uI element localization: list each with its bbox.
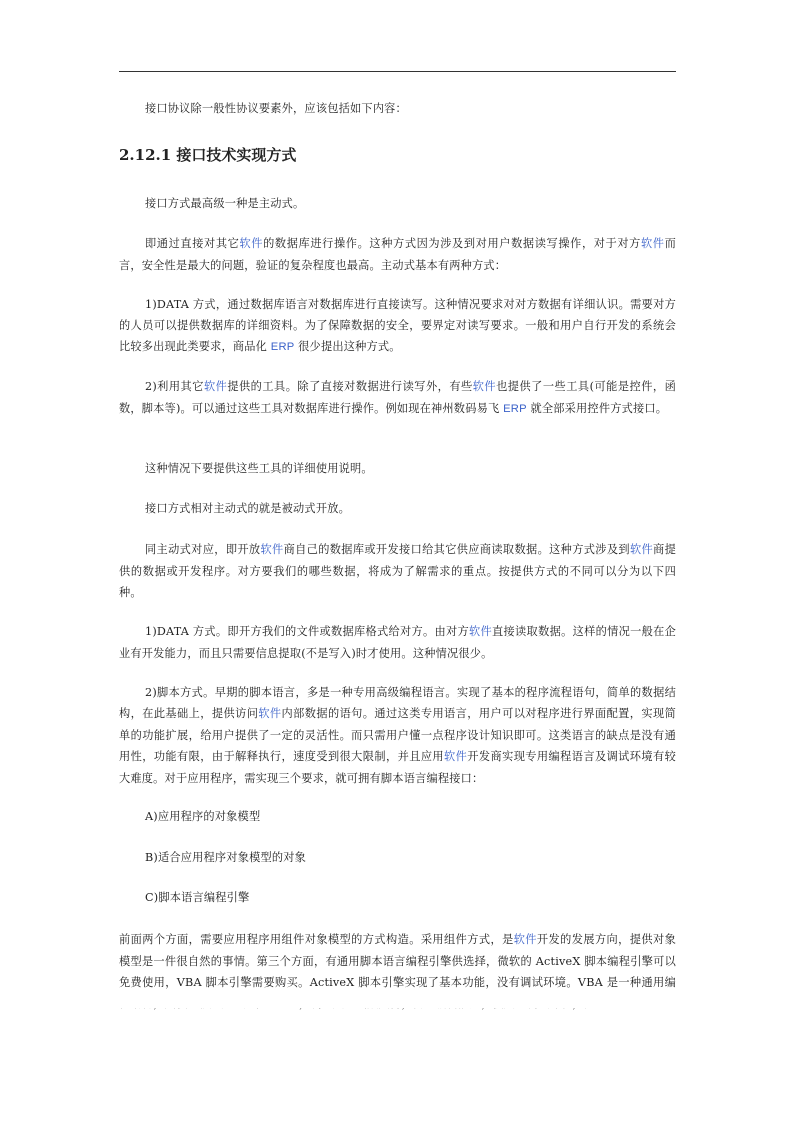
inline-link[interactable]: 软件 bbox=[258, 708, 282, 720]
document-body bbox=[119, 0, 676, 1000]
paragraph: 2)脚本方式。早期的脚本语言，多是一种专用高级编程语言。实现了基本的程序流程语句，简单的数据结构，在此基础上，提供访问软件内部数据的语句。通过这类专用语言，用户可以对程序进行界面配置，实现简单的功能扩展，给用户提供了一定的灵活性。而只需用户懂一点程序设计知识即可。这类语言的缺点是没有通用性，功能有限，由于解释执行，速度受到很大限制，并且应用软件开发商实现专用编程语言及调试环境有较大难度。对于应用程序，需实现三个要求，就可拥有脚本语言编程接口： bbox=[119, 686, 676, 785]
inline-link[interactable]: 软件 bbox=[444, 751, 468, 763]
list-item: B)适合应用程序对象模型的对象 bbox=[145, 851, 307, 864]
inline-link[interactable]: 软件 bbox=[513, 934, 537, 946]
paragraph: 同主动式对应，即开放软件商自己的数据库或开发接口给其它供应商读取数据。这种方式涉及到软件商提供的数据或开发程序。对方要我们的哪些数据，将成为了解需求的重点。按提供方式的不同可以分为以下四种。 bbox=[119, 543, 676, 599]
list-item: C)脚本语言编程引擎 bbox=[145, 891, 250, 904]
inline-link[interactable]: 软件 bbox=[629, 544, 654, 556]
inline-link[interactable]: 软件 bbox=[203, 381, 228, 393]
paragraph: 这种情况下要提供这些工具的详细使用说明。 bbox=[145, 462, 373, 475]
paragraph: 2)利用其它软件提供的工具。除了直接对数据进行读写外，有些软件也提供了一些工具(可能是控件，函数，脚本等)。可以通过这些工具对数据库进行操作。例如现在神州数码易飞 ERP 就全部采用控件方式接口。 bbox=[119, 380, 676, 415]
inline-link[interactable]: 软件 bbox=[641, 238, 665, 250]
section-heading: 2.12.1 接口技术实现方式 bbox=[119, 146, 297, 164]
paragraph: 接口方式最高级一种是主动式。 bbox=[145, 197, 305, 210]
inline-link[interactable]: 软件 bbox=[239, 238, 264, 250]
paragraph: 1)DATA 方式，通过数据库语言对数据库进行直接读写。这种情况要求对对方数据有详细认识。需要对方的人员可以提供数据库的详细资料。为了保障数据的安全，要界定对读写要求。一般和用户自行开发的系统会比较多出现此类要求，商品化 ERP 很少提出这种方式。 bbox=[119, 298, 676, 353]
paragraph: 接口方式相对主动式的就是被动式开放。 bbox=[145, 502, 350, 515]
page-cutoff bbox=[0, 994, 795, 1008]
inline-link[interactable]: ERP bbox=[503, 403, 527, 415]
inline-link[interactable]: 软件 bbox=[260, 544, 284, 556]
intro-paragraph: 接口协议除一般性协议要素外，应该包括如下内容： bbox=[145, 102, 407, 115]
paragraph: 即通过直接对其它软件的数据库进行操作。这种方式因为涉及到对用户数据读写操作，对于对方软件而言，安全性是最大的问题，验证的复杂程度也最高。主动式基本有两种方式： bbox=[119, 237, 677, 272]
inline-link[interactable]: 软件 bbox=[469, 626, 493, 638]
list-item: A)应用程序的对象模型 bbox=[145, 810, 261, 823]
paragraph: 1)DATA 方式。即开方我们的文件或数据库格式给对方。由对方软件直接读取数据。这样的情况一般在企业有开发能力，而且只需要信息提取(不是写入)时才使用。这种情况很少。 bbox=[119, 625, 677, 660]
inline-link[interactable]: ERP bbox=[270, 341, 295, 353]
inline-link[interactable]: 软件 bbox=[472, 381, 497, 393]
paragraph: 前面两个方面，需要应用程序用组件对象模型的方式构造。采用组件方式，是软件开发的发展方向，提供对象模型是一件很自然的事情。第三个方面，有通用脚本语言编程引擎供选择，微软的 ActiveX 脚本编程引擎可以免费使用，VBA 脚本引擎需要购买。ActiveX 脚本引擎实现了基本功能，没有调试环境。VBA 是一种通用编 bbox=[119, 933, 676, 989]
